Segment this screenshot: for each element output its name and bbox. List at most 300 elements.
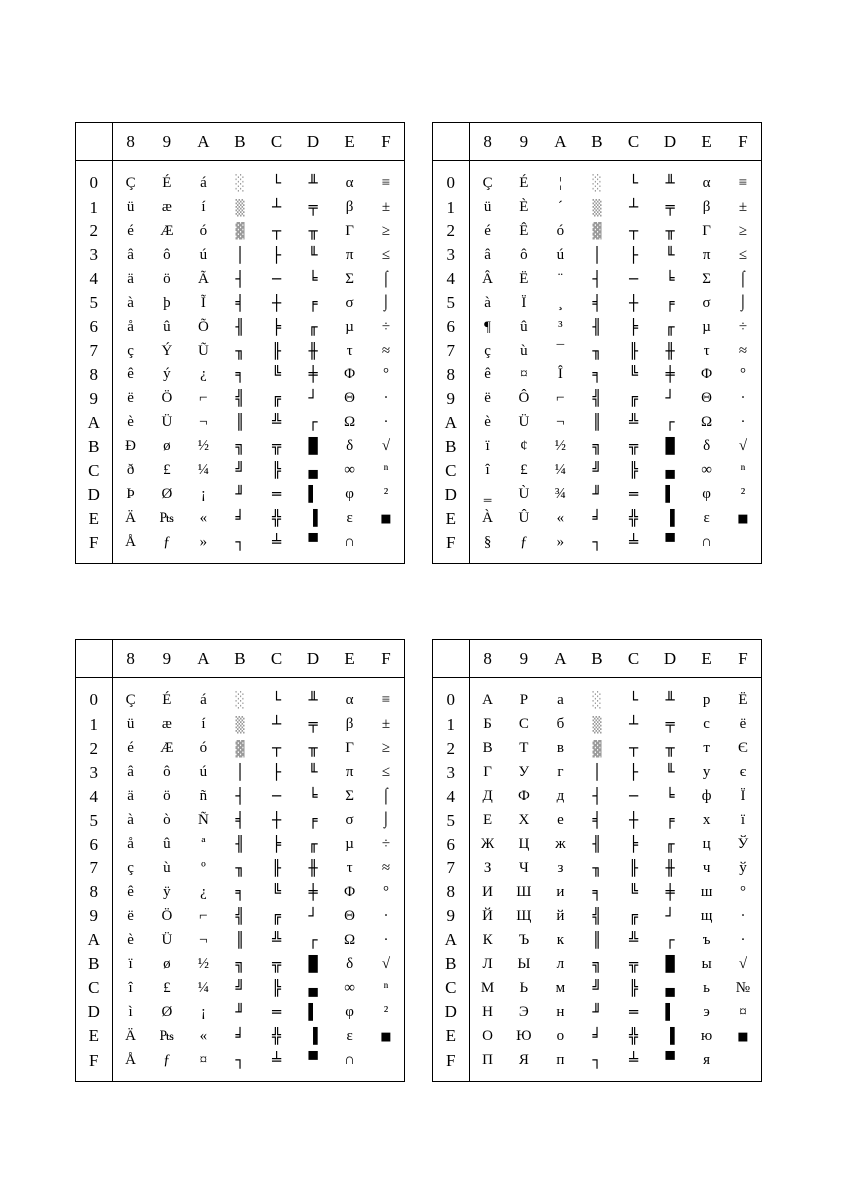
glyph-cell: ▓ <box>592 739 602 758</box>
glyph-cell: ² <box>383 486 389 503</box>
glyph-cell: ╟ <box>628 341 639 360</box>
table-row <box>433 459 762 483</box>
glyph-cell: æ <box>161 716 172 733</box>
row-header: 7 <box>433 856 470 880</box>
glyph-cell: ° <box>739 366 746 383</box>
row-header: 2 <box>433 737 470 761</box>
glyph-cell: ╒ <box>665 811 675 830</box>
glyph-cell: ¬ <box>199 931 208 948</box>
glyph-cell: ▀ <box>665 1051 675 1070</box>
corner-cell <box>433 123 470 161</box>
glyph-cell: ╓ <box>665 835 675 853</box>
column-header: F <box>368 123 405 161</box>
glyph-cell: Ц <box>518 836 530 852</box>
glyph-cell: ┤ <box>235 269 245 288</box>
glyph-cell: ╚ <box>628 882 639 901</box>
glyph-cell: ╬ <box>628 509 639 528</box>
glyph-cell: Ü <box>518 414 530 431</box>
glyph-cell: ∙ <box>384 390 388 407</box>
row-header: 2 <box>433 220 470 244</box>
glyph-cell: ╡ <box>235 293 245 312</box>
glyph-cell: « <box>199 510 208 527</box>
glyph-cell: Щ <box>516 907 532 924</box>
glyph-cell: ä <box>127 788 134 805</box>
glyph-cell: û <box>163 836 171 852</box>
glyph-cell: Ü <box>161 414 173 431</box>
table-row <box>76 856 405 880</box>
glyph-cell: є <box>739 764 747 781</box>
table-row <box>76 904 405 928</box>
glyph-cell: ┐ <box>592 533 602 552</box>
row-header: 2 <box>76 737 113 761</box>
glyph-cell: Σ <box>345 788 354 805</box>
glyph-cell: ╙ <box>665 763 675 782</box>
glyph-cell: П <box>482 1052 493 1069</box>
table-row <box>433 928 762 952</box>
row-header: B <box>433 435 470 459</box>
glyph-cell: æ <box>161 199 172 216</box>
glyph-cell: ╖ <box>235 858 245 877</box>
table-row <box>76 363 405 387</box>
glyph-cell: ║ <box>235 930 245 949</box>
glyph-cell: π <box>345 246 354 263</box>
glyph-cell: ь <box>703 979 711 996</box>
glyph-cell: ê <box>127 883 134 900</box>
glyph-cell: ═ <box>628 1002 639 1021</box>
glyph-cell: ╙ <box>308 763 318 782</box>
glyph-cell: Γ <box>345 222 354 239</box>
glyph-cell: Ũ <box>197 342 209 359</box>
glyph-cell: ö <box>163 788 171 805</box>
table-row <box>433 161 762 196</box>
glyph-cell: é <box>127 222 134 239</box>
glyph-cell: ƒ <box>163 1052 171 1069</box>
glyph-cell: ⌡ <box>738 294 748 311</box>
glyph-cell: Φ <box>344 883 356 900</box>
glyph-cell: М <box>480 979 495 996</box>
glyph-cell: Ш <box>516 883 532 900</box>
glyph-cell: Ю <box>516 1027 532 1044</box>
glyph-cell: Ĩ <box>200 294 206 311</box>
glyph-cell: ╛ <box>235 1026 245 1045</box>
glyph-cell: δ <box>346 438 354 455</box>
table-row <box>433 856 762 880</box>
glyph-cell: ╨ <box>308 173 318 192</box>
table-row <box>433 761 762 785</box>
glyph-cell: └ <box>271 690 282 709</box>
glyph-cell: █ <box>665 437 675 456</box>
row-header: E <box>76 1024 113 1048</box>
glyph-cell: à <box>484 294 491 311</box>
glyph-cell: ² <box>740 486 746 503</box>
glyph-cell: ╗ <box>235 954 245 973</box>
glyph-cell: ў <box>739 859 747 876</box>
glyph-cell: ╬ <box>271 1026 282 1045</box>
table-row <box>433 880 762 904</box>
glyph-cell: ┴ <box>628 198 639 217</box>
glyph-cell: â <box>484 246 491 263</box>
glyph-cell: ╨ <box>665 173 675 192</box>
table-row <box>76 928 405 952</box>
glyph-cell: ╦ <box>271 954 282 973</box>
glyph-cell: ü <box>126 199 135 216</box>
column-header: F <box>725 640 762 678</box>
column-header: 8 <box>469 123 506 161</box>
column-header: 9 <box>149 640 186 678</box>
row-header: 0 <box>76 678 113 713</box>
glyph-cell: ╙ <box>308 245 318 264</box>
glyph-cell: ╧ <box>271 533 282 552</box>
glyph-cell: ç <box>484 342 491 359</box>
row-header: A <box>76 928 113 952</box>
glyph-cell: ╥ <box>665 739 675 758</box>
glyph-cell: ¡ <box>200 486 206 503</box>
glyph-cell: á <box>200 691 207 708</box>
glyph-cell: Ї <box>740 788 746 805</box>
row-header: 6 <box>76 833 113 857</box>
table-row <box>76 243 405 267</box>
table-row <box>76 387 405 411</box>
glyph-cell: ï <box>128 955 133 972</box>
row-header: 6 <box>433 315 470 339</box>
glyph-cell: ¡ <box>200 1003 206 1020</box>
glyph-cell: ┬ <box>271 221 282 240</box>
glyph-cell: ╪ <box>308 882 318 901</box>
glyph-cell: ─ <box>271 787 282 806</box>
glyph-cell: │ <box>235 763 245 782</box>
glyph-cell: Â <box>482 270 493 287</box>
row-header: E <box>433 1024 470 1048</box>
glyph-cell: ÿ <box>163 883 171 900</box>
glyph-cell: Х <box>518 812 530 829</box>
glyph-cell: ┐ <box>235 1051 245 1070</box>
glyph-cell: ë <box>127 390 134 407</box>
glyph-cell: £ <box>520 462 528 479</box>
glyph-cell: ∩ <box>701 534 713 551</box>
glyph-cell: ≡ <box>381 174 391 191</box>
glyph-cell: Φ <box>701 366 713 383</box>
glyph-cell: ô <box>163 764 171 781</box>
table-row <box>76 291 405 315</box>
glyph-cell: Ъ <box>518 931 530 948</box>
table-row <box>433 833 762 857</box>
table-row <box>76 785 405 809</box>
glyph-cell: р <box>702 691 711 708</box>
glyph-cell: ╥ <box>308 739 318 758</box>
glyph-cell: Ý <box>161 342 173 359</box>
glyph-cell: · <box>383 931 389 948</box>
glyph-cell: ■ <box>738 1026 748 1045</box>
glyph-cell: τ <box>346 342 353 359</box>
glyph-cell: в <box>556 740 564 757</box>
column-header: 9 <box>149 123 186 161</box>
glyph-cell: ç <box>127 859 134 876</box>
glyph-cell: ╫ <box>665 341 675 360</box>
glyph-cell: ╢ <box>235 317 245 336</box>
column-header: 9 <box>506 123 543 161</box>
glyph-cell: ░ <box>592 691 602 710</box>
glyph-cell: ¾ <box>554 486 567 503</box>
glyph-cell: ╪ <box>308 365 318 384</box>
glyph-cell: █ <box>308 437 318 456</box>
row-header: F <box>76 530 113 563</box>
glyph-cell: ╞ <box>628 835 639 853</box>
glyph-cell: ⁿ <box>383 462 389 479</box>
corner-cell <box>433 640 470 678</box>
glyph-cell: ▐ <box>665 509 675 528</box>
header-row <box>433 123 762 161</box>
glyph-cell: ю <box>700 1027 713 1044</box>
row-header: C <box>76 976 113 1000</box>
glyph-cell: ⌠ <box>381 788 391 805</box>
row-header: 2 <box>76 220 113 244</box>
glyph-cell: │ <box>592 245 602 264</box>
glyph-cell: ≤ <box>381 246 391 263</box>
glyph-cell: ê <box>484 366 491 383</box>
table-row <box>433 507 762 531</box>
glyph-cell: ± <box>381 716 391 733</box>
glyph-cell: ╩ <box>271 930 282 949</box>
glyph-cell: ▄ <box>665 978 675 997</box>
glyph-cell: α <box>702 174 711 191</box>
glyph-cell: А <box>482 691 493 708</box>
glyph-cell: ╔ <box>628 906 639 925</box>
glyph-cell: ▄ <box>308 461 318 480</box>
glyph-cell: ¤ <box>739 1003 747 1020</box>
glyph-cell: ╓ <box>665 317 675 336</box>
glyph-cell: » <box>556 534 565 551</box>
glyph-cell: Ä <box>125 1027 136 1044</box>
glyph-cell: ╬ <box>628 1026 639 1045</box>
glyph-cell: э <box>703 1003 710 1020</box>
glyph-cell: δ <box>346 955 354 972</box>
column-header: D <box>295 640 332 678</box>
glyph-cell: ╨ <box>308 690 318 709</box>
glyph-cell: └ <box>628 173 639 192</box>
table-row <box>433 411 762 435</box>
row-header: E <box>433 507 470 531</box>
glyph-cell: ¨ <box>557 270 563 287</box>
glyph-cell: µ <box>345 836 354 852</box>
glyph-cell: £ <box>163 979 171 996</box>
row-header: C <box>433 459 470 483</box>
glyph-cell: И <box>482 883 493 900</box>
glyph-cell: ╫ <box>308 341 318 360</box>
glyph-cell: ─ <box>628 787 639 806</box>
glyph-cell: Р <box>519 691 529 708</box>
glyph-cell: ┼ <box>271 293 282 312</box>
glyph-cell: ├ <box>628 245 639 264</box>
glyph-cell: è <box>484 414 491 431</box>
row-header: 9 <box>433 387 470 411</box>
glyph-cell: ³ <box>558 318 563 335</box>
glyph-cell: ф <box>701 788 712 805</box>
glyph-cell: │ <box>235 245 245 264</box>
glyph-cell: ш <box>700 883 713 900</box>
row-header: 4 <box>433 267 470 291</box>
column-header: C <box>258 640 295 678</box>
glyph-cell: î <box>128 979 133 996</box>
glyph-cell: ∩ <box>344 534 356 551</box>
glyph-cell: Н <box>482 1003 493 1020</box>
glyph-cell: β <box>702 199 711 216</box>
table-row <box>433 1048 762 1081</box>
glyph-cell: ╞ <box>628 317 639 336</box>
glyph-cell: ╧ <box>628 1051 639 1070</box>
glyph-cell: ì <box>128 1003 133 1020</box>
glyph-cell: ╕ <box>235 882 245 901</box>
glyph-cell: Ё <box>738 691 748 708</box>
glyph-cell: ╛ <box>592 1026 602 1045</box>
glyph-cell: ╤ <box>665 715 675 734</box>
glyph-cell: ö <box>163 270 171 287</box>
glyph-cell: ▐ <box>665 1026 675 1045</box>
glyph-cell: π <box>702 246 711 263</box>
table-row <box>433 713 762 737</box>
glyph-cell: ╕ <box>235 365 245 384</box>
glyph-cell: ú <box>556 246 565 263</box>
glyph-cell: Þ <box>126 486 135 503</box>
column-header: B <box>222 640 259 678</box>
table-row <box>76 809 405 833</box>
glyph-cell: ╔ <box>271 906 282 925</box>
glyph-cell: ¬ <box>199 414 208 431</box>
glyph-cell: ± <box>381 199 391 216</box>
glyph-cell: ╦ <box>628 437 639 456</box>
glyph-cell: ┐ <box>592 1051 602 1070</box>
glyph-cell: ║ <box>592 930 602 949</box>
glyph-cell: ╣ <box>235 906 245 925</box>
row-header: 5 <box>76 291 113 315</box>
glyph-cell: Ã <box>197 270 209 287</box>
glyph-cell: ┴ <box>628 715 639 734</box>
table-row <box>433 220 762 244</box>
glyph-cell: à <box>127 812 134 829</box>
glyph-cell: Т <box>519 740 529 757</box>
table-row <box>76 530 405 563</box>
table-row <box>76 483 405 507</box>
glyph-cell: ┤ <box>592 269 602 288</box>
row-header: 4 <box>433 785 470 809</box>
glyph-cell: ô <box>163 246 171 263</box>
glyph-cell: ╨ <box>665 690 675 709</box>
glyph-cell: Л <box>482 955 493 972</box>
glyph-cell: ╤ <box>308 198 318 217</box>
glyph-cell: þ <box>163 294 171 311</box>
glyph-cell: É <box>162 691 172 708</box>
glyph-cell: ε <box>346 1027 353 1044</box>
row-header: 0 <box>76 161 113 196</box>
glyph-cell: ▐ <box>308 509 318 528</box>
glyph-cell: ð <box>126 462 135 479</box>
glyph-cell: ╟ <box>271 858 282 877</box>
glyph-cell: ¬ <box>556 414 565 431</box>
code-table-3 <box>75 639 405 1082</box>
glyph-cell: █ <box>665 954 675 973</box>
glyph-cell: É <box>519 174 529 191</box>
glyph-cell <box>725 1048 762 1081</box>
glyph-cell: ц <box>702 836 711 852</box>
column-header: A <box>185 640 222 678</box>
glyph-cell: ▐ <box>308 1026 318 1045</box>
glyph-cell: ⌐ <box>199 390 208 407</box>
glyph-cell: ╞ <box>271 835 282 853</box>
table-row <box>76 220 405 244</box>
table-row <box>433 809 762 833</box>
glyph-cell: ┼ <box>271 811 282 830</box>
glyph-cell: ■ <box>381 509 391 528</box>
table-row <box>433 243 762 267</box>
row-header: 0 <box>433 678 470 713</box>
column-header: E <box>331 640 368 678</box>
row-header: C <box>76 459 113 483</box>
column-header: 8 <box>112 123 149 161</box>
glyph-cell: ╗ <box>235 437 245 456</box>
row-header: 1 <box>433 713 470 737</box>
glyph-cell: К <box>482 931 493 948</box>
glyph-cell: ╠ <box>271 461 282 480</box>
table-row <box>433 1024 762 1048</box>
glyph-cell: ═ <box>628 485 639 504</box>
glyph-cell: Ω <box>701 414 713 431</box>
glyph-cell: ╦ <box>628 954 639 973</box>
glyph-cell: Ф <box>517 788 530 805</box>
glyph-cell: ⌠ <box>738 270 748 287</box>
glyph-cell: ╝ <box>235 978 245 997</box>
glyph-cell: м <box>555 979 566 996</box>
glyph-cell: ┘ <box>308 389 318 408</box>
row-header: 9 <box>76 904 113 928</box>
glyph-cell: ╕ <box>592 365 602 384</box>
glyph-cell: ∙ <box>384 907 388 924</box>
glyph-cell: ù <box>520 342 528 359</box>
glyph-cell: ₧ <box>159 1027 175 1044</box>
glyph-cell: Б <box>483 716 492 733</box>
glyph-cell: ╖ <box>235 341 245 360</box>
glyph-cell: Ы <box>517 955 531 972</box>
column-header: A <box>542 123 579 161</box>
table-row <box>76 459 405 483</box>
glyph-cell: φ <box>345 486 354 503</box>
glyph-cell: к <box>556 931 565 948</box>
glyph-cell: ┼ <box>628 811 639 830</box>
glyph-cell: ┘ <box>665 906 675 925</box>
table-row <box>76 339 405 363</box>
glyph-cell: ╟ <box>271 341 282 360</box>
glyph-cell: ò <box>163 812 171 829</box>
glyph-cell: Ê <box>519 222 529 239</box>
glyph-cell: √ <box>738 438 748 455</box>
glyph-cell: ▌ <box>308 1002 318 1021</box>
glyph-cell: ▌ <box>308 485 318 504</box>
glyph-cell: ╙ <box>665 245 675 264</box>
glyph-cell: з <box>557 859 564 876</box>
glyph-cell: ╕ <box>592 882 602 901</box>
table-row <box>433 435 762 459</box>
glyph-cell: о <box>556 1027 565 1044</box>
glyph-cell: ╚ <box>271 365 282 384</box>
glyph-cell: é <box>127 740 134 757</box>
table-row <box>433 1000 762 1024</box>
glyph-cell: ┬ <box>628 739 639 758</box>
glyph-cell: ½ <box>197 438 210 455</box>
glyph-cell: ╣ <box>235 389 245 408</box>
row-header: 1 <box>76 713 113 737</box>
row-header: 5 <box>76 809 113 833</box>
glyph-cell: ▒ <box>235 715 245 734</box>
row-header: 3 <box>433 243 470 267</box>
glyph-cell: ä <box>127 270 134 287</box>
